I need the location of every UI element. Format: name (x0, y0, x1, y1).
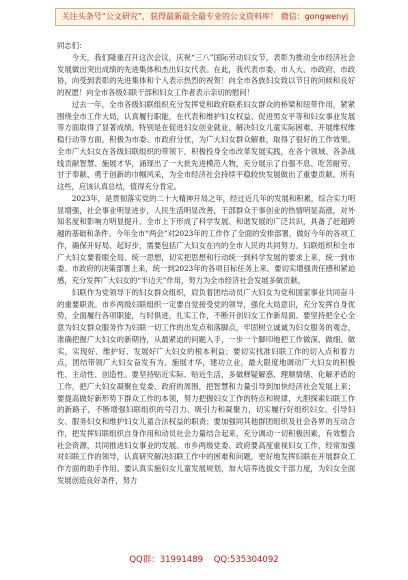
paragraph: 妇联作为党领导下的妇女群众组织，肩负着团结动员广大妇女为党和国家事业共同奋斗的重要职责。市乡两级妇联组织一定要自觉接受党的领导，强化大局意识，充分发挥自身优势，全面履行各项职能，与时俱进，扎实工作，不断开创妇女工作新局面。要坚持把全心全意为妇女群众服务作为妇联一切工作的出发点和落脚点，牢固树立诚诚为妇女服务的观念，准确把握广大妇女的新期待，从最紧迫的问题入手，一步一个脚印地把工作做深、做细、做实，实现好、维护好、发展好广大妇女的根本利益；要切实找准妇联工作的切入点和着力点，团结带领广大妇女奋发有为、施展才华，建功立业，最大限度地调动广大妇女的积极性、主动性、创造性。要坚持贴近实际、贴近生活，多做释疑解惑、理顺情绪、化解矛盾的工作，把广大妇女凝聚在党委、政府的周围，把智慧和力量引导到加快经济社会发展上来；要提高做好新形势下群众工作的本领，努力把握妇女工作的特点和规律，大胆探索妇联工作的新路子，不断增强妇联组织的号召力、吸引力和凝聚力，切实履行好组织妇女、引导妇女、服务妇女和维护妇女儿童合法权益的职责；要加强同其他群团组织及社会各界的互动合作，把发挥妇联组织自身作用和动员社会力量结合起来，充分调动一切积极因素，有效整合社会资源，共同推进妇女事业的发展。市乡两级党委、政府要高度重视妇女工作，经常加强对妇联工作的领导，认真研究解决妇联工作中的困难和问题，更好地发挥妇联在开展群众工作方面的助手作用。要认真实施妇女儿童发展规划，加大培养选拔女干部力度，为妇女全面发展创造良好条件，努力 (57, 287, 355, 485)
footer-qq-group: QQ群：31991489 (129, 555, 204, 565)
paragraph: 2023年，是贯彻落实党的二十大精神开局之年，经过近几年的发展和积累，综合实力明显增强，社会事业明显进步，人民生活明显改善，干部群众干事创业的热情明显高涨，对外知名度和影响力明显提升。全市上下形成了科学发展、和谐发展的广泛共识，具备了赶超跨越的基础和条件。今年全市“两会”对2023年的工作作了全面的安排部署，做好今年的各项工作，确保开好局、起好步，需要包括广大妇女在内的全市人民的共同努力。妇联组织和全市广大妇女要着眼全局、统一思想，切实把思想和行动统一到科学发展的要求上来，统一到市委、市政府的决策部署上来，统一到2023年的各项目标任务上来。要切实增强责任感和紧迫感，充分发挥广大妇女的“半边天”作用，努力为全市经济社会发展多做贡献。 (57, 193, 355, 285)
footer-contact (0, 553, 408, 565)
paragraph: 今天，我们隆重召开这次会议，庆祝“三八”国际劳动妇女节，表彰为推动全市经济社会发展做出突出成绩的先进集体和杰出妇女代表。在此，我代表市委、市人大、市政府、市政协，向受到表彰的先进集体和个人表示热烈的祝贺！向全市各族妇女致以节日的问候和良好的祝愿！向全市各级妇联干部和妇女工作者表示亲切的慰问！ (57, 52, 355, 97)
speech-body (57, 40, 355, 487)
salutation: 同志们： (57, 41, 87, 50)
paragraph: 过去一年，全市各级妇联组织充分发挥党和政府联系妇女群众的桥梁和纽带作用，紧紧围绕全市工作大局，认真履行职能，在代表和维护妇女权益、促进男女平等和妇女事业发展等方面取得了显著成绩。特别是在促进妇女创业就业、解决妇女儿童实际困难、开展维权维稳行动等方面，积极为市委、市政府分忧，为广大妇女群众解难，取得了很好的工作效果。全市广大妇女在各级妇联组织的带领下，积极投身全市改革发展实践，在各个领域、各条战线贡献智慧、施展才华，涌现出了一大批先进模范人物，充分展示了自强不息、吃苦耐劳、甘于奉献、勇于创新的巾帼风采，为全市经济社会持续平稳较快发展做出了重要贡献。所有这些，应该认真总结，值得充分肯定。 (57, 99, 355, 191)
top-banner: 关注头条号“公文研究”，获得最新最全最专业的公文资料库！ 微信：gongwenyj (55, 8, 355, 26)
footer-qq: QQ:535304092 (213, 555, 279, 565)
